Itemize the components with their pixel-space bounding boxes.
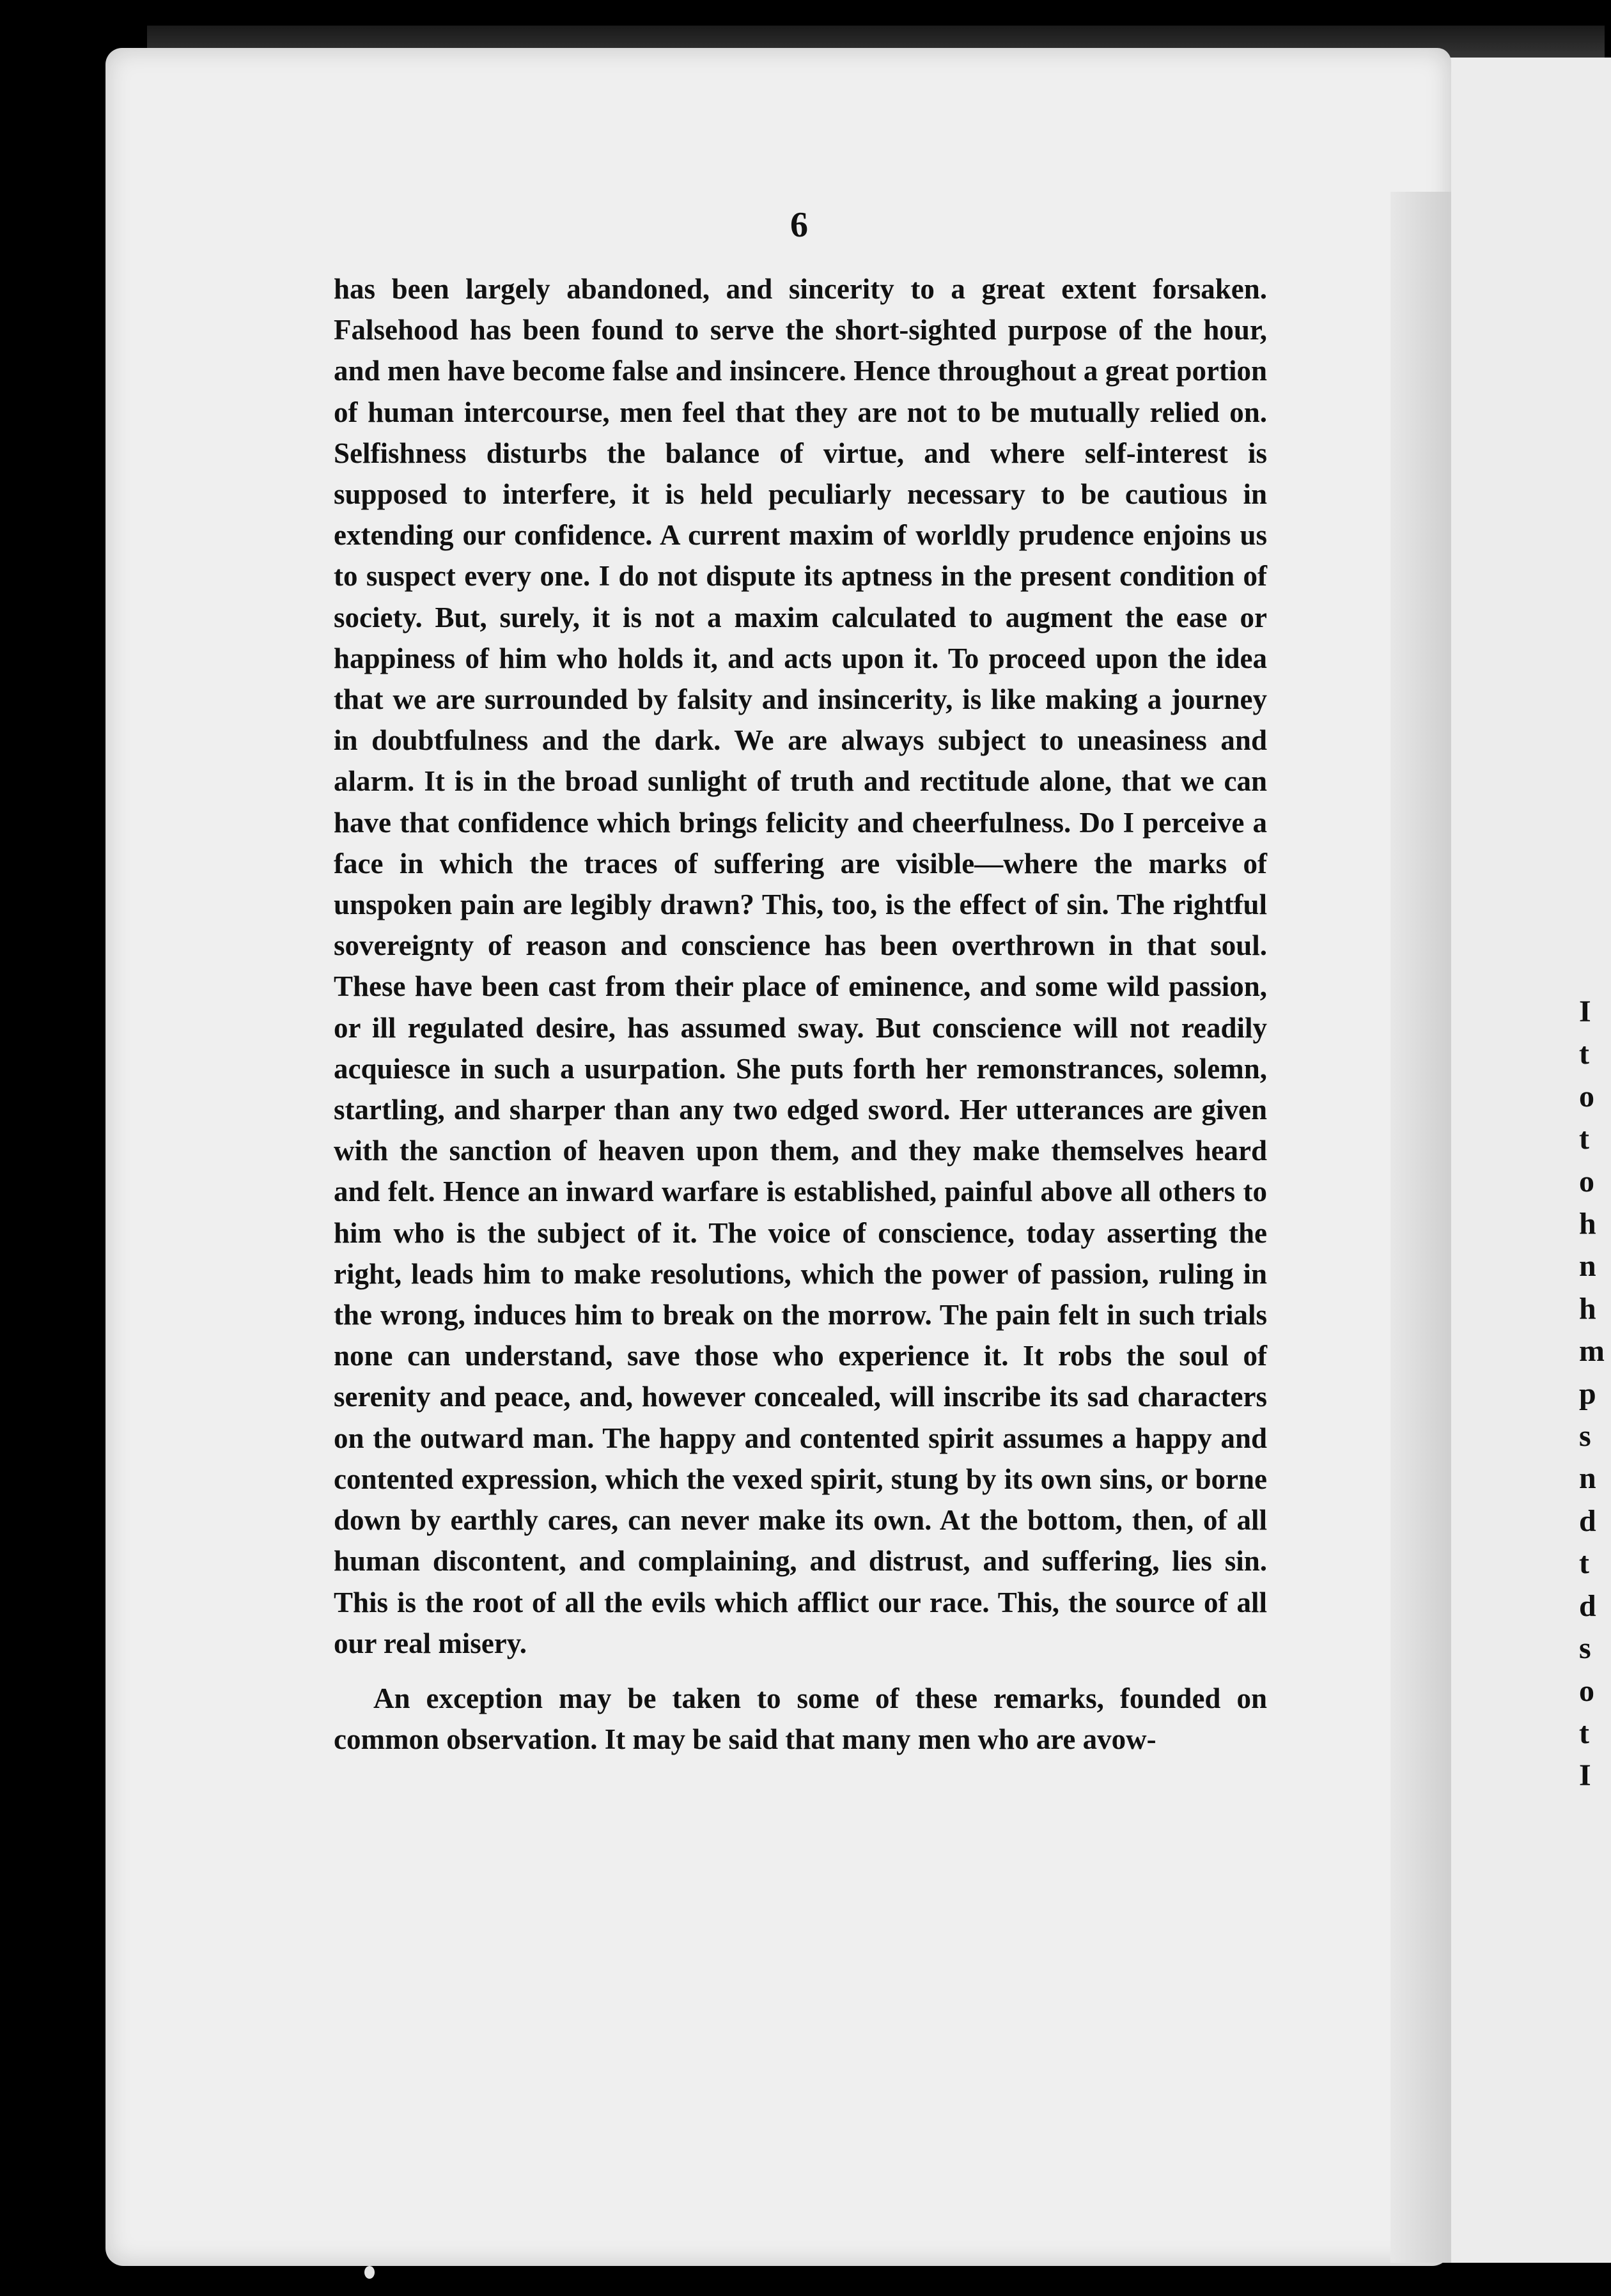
adjacent-page-fragment: t	[1579, 1122, 1589, 1156]
adjacent-page-fragment: n	[1579, 1461, 1596, 1496]
adjacent-page-fragment: I	[1579, 1758, 1591, 1793]
paragraph: An exception may be taken to some of these remarks, founded on common observation. It may be said that many men who are avow-	[334, 1682, 1267, 1756]
adjacent-page-fragment: o	[1579, 1673, 1594, 1708]
adjacent-page-fragment: n	[1579, 1249, 1596, 1284]
adjacent-page-fragment: I	[1579, 995, 1591, 1028]
adjacent-page-fragment: h	[1579, 1207, 1596, 1241]
adjacent-page-fragment: p	[1579, 1376, 1596, 1411]
adjacent-page-fragment: m	[1579, 1334, 1605, 1369]
adjacent-page-fragment: d	[1579, 1588, 1596, 1623]
adjacent-page-fragment: t	[1579, 1037, 1589, 1071]
scan-blemish	[364, 2266, 375, 2279]
paragraph: has been largely abandoned, and sincerity to a great extent forsaken. Falsehood has been found to serve the short-sighted purpose of the hour, and men have become false and insincere. Hence throughout a great portion of human intercourse, men feel that they are not to be mutually relied on. Selfishness disturbs the balance of virtue, and where self-interest is supposed to interfere, it is held peculiarly necessary to be cautious in extending our confidence. A current maxim of worldly prudence enjoins us to suspect every one. I do not dispute its aptness in the present condition of society. But, surely, it is not a maxim calculated to augment the ease or happiness of him who holds it, and acts upon it. To proceed upon the idea that we are surrounded by falsity and insincerity, is like making a journey in doubtfulness and the dark. We are always subject to uneasiness and alarm. It is in the broad sunlight of truth and rectitude alone, that we can have that confidence which brings felicity and cheerfulness. Do I perceive a face in which the traces of suffering are visible—where the marks of unspoken pain are legibly drawn? This, too, is the effect of sin. The rightful sovereignty of reason and conscience has been overthrown in that soul. These have been cast from their place of eminence, and some wild passion, or ill regulated desire, has assumed sway. But conscience will not readily acquiesce in such a usurpation. She puts forth her remonstrances, solemn, startling, and sharper than any two edged sword. Her utterances are given with the sanction of heaven upon them, and they make themselves heard and felt. Hence an inward warfare is established, painful above all others to him who is the subject of it. The voice of conscience, today asserting the right, leads him to make resolutions, which the power of passion, ruling in the wrong, induces him to break on the morrow. The pain felt in such trials none can understand, save those who experience it. It robs the soul of serenity and peace, and, however concealed, will inscribe its sad characters on the outward man. The happy and contented spirit assumes a happy and contented expression, which the vexed spirit, stung by its own sins, or borne down by earthly cares, can never make its own. At the bottom, then, of all human discontent, and complaining, and distrust, and suffering, lies sin. This is the root of all the evils which afflict our race. This, the source of all our real misery.	[334, 273, 1267, 1659]
adjacent-page-fragment: t	[1579, 1716, 1589, 1750]
adjacent-page-text-fragments	[1579, 991, 1611, 1797]
adjacent-page-fragment: o	[1579, 1164, 1594, 1198]
adjacent-page-fragment: t	[1579, 1546, 1589, 1581]
page-number: 6	[790, 205, 808, 245]
page-gutter-shadow	[1390, 192, 1451, 2263]
adjacent-page-fragment: s	[1579, 1631, 1591, 1666]
adjacent-page-fragment: d	[1579, 1503, 1596, 1538]
adjacent-page-fragment: s	[1579, 1419, 1591, 1454]
adjacent-page-fragment: o	[1579, 1079, 1594, 1113]
page-body-text	[334, 268, 1267, 1760]
adjacent-page-fragment: h	[1579, 1291, 1596, 1326]
